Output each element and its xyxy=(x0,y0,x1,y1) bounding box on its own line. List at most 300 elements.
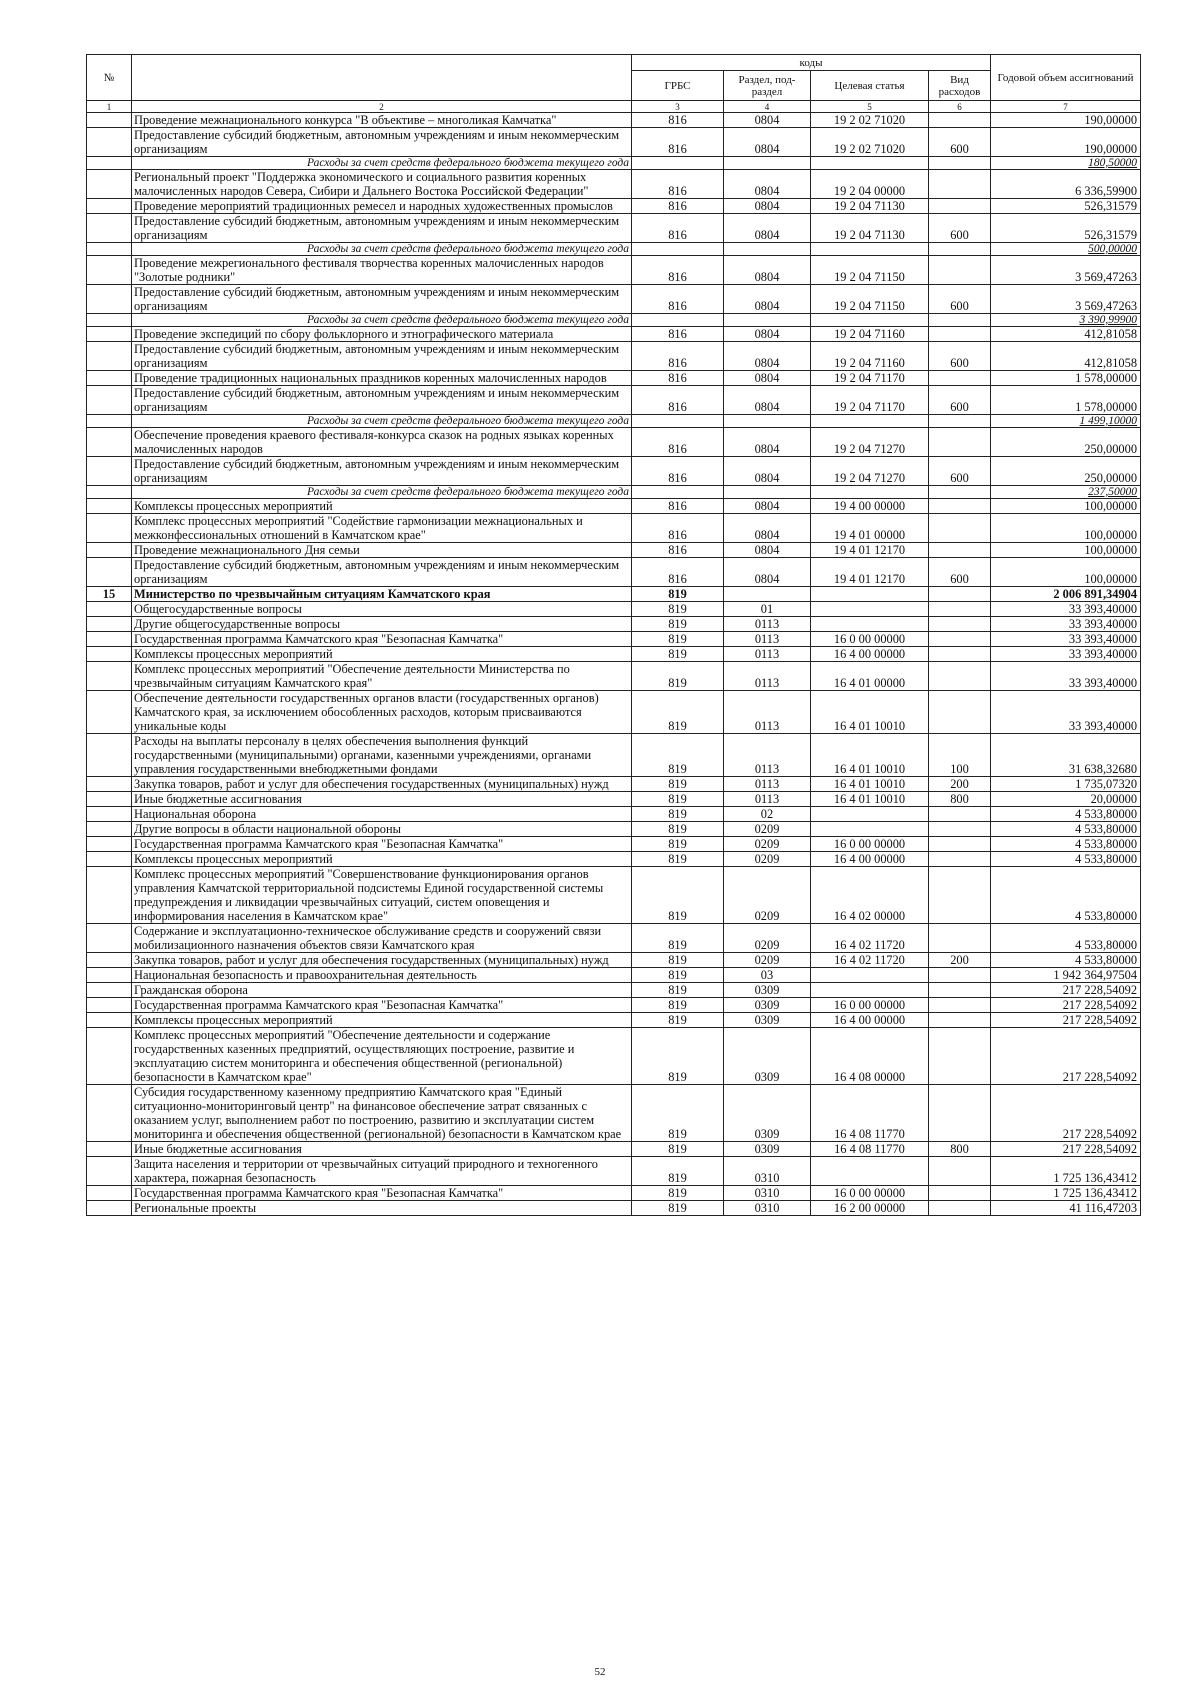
cell-no xyxy=(87,342,132,371)
cell-name: Предоставление субсидий бюджетным, автономным учреждениям и иным некоммерческим организациям xyxy=(132,386,632,415)
header-codes: коды xyxy=(632,55,991,71)
table-row xyxy=(87,983,1141,998)
cell-target: 19 2 04 71160 xyxy=(811,342,929,371)
table-row xyxy=(87,647,1141,662)
cell-kind xyxy=(929,371,991,386)
cell-amount: 1 499,10000 xyxy=(991,415,1141,428)
cell-grbs: 819 xyxy=(632,1142,724,1157)
cell-sec: 0309 xyxy=(724,983,811,998)
cell-grbs: 816 xyxy=(632,327,724,342)
table-row xyxy=(87,113,1141,128)
cell-sec xyxy=(724,314,811,327)
cell-name: Предоставление субсидий бюджетным, автономным учреждениям и иным некоммерческим организациям xyxy=(132,558,632,587)
cell-grbs: 816 xyxy=(632,514,724,543)
cell-grbs: 819 xyxy=(632,807,724,822)
cell-sec: 0804 xyxy=(724,514,811,543)
cell-kind: 200 xyxy=(929,953,991,968)
cell-name: Национальная безопасность и правоохранительная деятельность xyxy=(132,968,632,983)
cell-name: Министерство по чрезвычайным ситуациям Камчатского края xyxy=(132,587,632,602)
cell-kind xyxy=(929,1186,991,1201)
cell-kind: 600 xyxy=(929,386,991,415)
cell-amount: 500,00000 xyxy=(991,243,1141,256)
cell-amount: 1 735,07320 xyxy=(991,777,1141,792)
cell-kind xyxy=(929,691,991,734)
cell-amount: 33 393,40000 xyxy=(991,602,1141,617)
cell-no xyxy=(87,1186,132,1201)
cell-kind xyxy=(929,543,991,558)
cell-target: 16 4 01 00000 xyxy=(811,662,929,691)
cell-name: Расходы на выплаты персоналу в целях обеспечения выполнения функций государственными (муниципальными) органами, казенными учреждениями, органами управления государственными внебюджетными фондами xyxy=(132,734,632,777)
cell-target xyxy=(811,617,929,632)
cell-kind: 800 xyxy=(929,1142,991,1157)
cell-name: Предоставление субсидий бюджетным, автономным учреждениям и иным некоммерческим организациям xyxy=(132,128,632,157)
cell-amount: 100,00000 xyxy=(991,514,1141,543)
table-row xyxy=(87,953,1141,968)
cell-kind xyxy=(929,1028,991,1085)
cell-target: 16 4 01 10010 xyxy=(811,734,929,777)
cell-grbs: 816 xyxy=(632,170,724,199)
cell-kind: 600 xyxy=(929,285,991,314)
header-grbs: ГРБС xyxy=(632,71,724,101)
cell-sec: 0209 xyxy=(724,852,811,867)
cell-name: Обеспечение деятельности государственных органов власти (государственных органов) Камчатского края, за исключением обособленных расходов, которым присваиваются уникальные коды xyxy=(132,691,632,734)
cell-sec: 0310 xyxy=(724,1201,811,1216)
cell-name: Комплекс процессных мероприятий "Обеспечение деятельности и содержание государственных казенных предприятий, осуществляющих построение, развитие и эксплуатацию систем мониторинга и обеспечения общественной (региональной) безопасности в Камчатском крае" xyxy=(132,1028,632,1085)
cell-grbs: 819 xyxy=(632,1085,724,1142)
cell-no xyxy=(87,157,132,170)
cell-target: 16 4 00 00000 xyxy=(811,1013,929,1028)
cell-grbs: 819 xyxy=(632,867,724,924)
table-row xyxy=(87,428,1141,457)
cell-grbs: 816 xyxy=(632,128,724,157)
cell-amount: 1 942 364,97504 xyxy=(991,968,1141,983)
cell-target: 19 2 04 71150 xyxy=(811,256,929,285)
cell-target: 19 4 01 00000 xyxy=(811,514,929,543)
cell-kind: 600 xyxy=(929,128,991,157)
cell-kind xyxy=(929,998,991,1013)
cell-amount: 33 393,40000 xyxy=(991,617,1141,632)
table-row xyxy=(87,1201,1141,1216)
cell-kind xyxy=(929,1157,991,1186)
cell-sec: 0113 xyxy=(724,734,811,777)
cell-target: 16 4 00 00000 xyxy=(811,647,929,662)
cell-target: 19 2 04 71130 xyxy=(811,199,929,214)
cell-amount: 217 228,54092 xyxy=(991,998,1141,1013)
cell-no xyxy=(87,199,132,214)
cell-amount: 41 116,47203 xyxy=(991,1201,1141,1216)
cell-grbs: 816 xyxy=(632,199,724,214)
cell-target: 16 4 02 11720 xyxy=(811,953,929,968)
cell-sec: 0209 xyxy=(724,953,811,968)
table-row xyxy=(87,386,1141,415)
cell-no xyxy=(87,822,132,837)
cell-no xyxy=(87,327,132,342)
cell-kind xyxy=(929,837,991,852)
cell-name: Расходы за счет средств федерального бюджета текущего года xyxy=(132,243,632,256)
cell-target: 16 4 02 11720 xyxy=(811,924,929,953)
cell-sec: 0804 xyxy=(724,256,811,285)
cell-kind xyxy=(929,314,991,327)
cell-name: Предоставление субсидий бюджетным, автономным учреждениям и иным некоммерческим организациям xyxy=(132,342,632,371)
cell-target: 16 4 02 00000 xyxy=(811,867,929,924)
header-num-7: 7 xyxy=(991,101,1141,113)
table-row xyxy=(87,1157,1141,1186)
cell-no xyxy=(87,968,132,983)
cell-kind xyxy=(929,632,991,647)
cell-kind xyxy=(929,415,991,428)
cell-no xyxy=(87,953,132,968)
table-row xyxy=(87,457,1141,486)
cell-name: Содержание и эксплуатационно-техническое обслуживание средств и сооружений связи мобилизационного назначения объектов связи Камчатского края xyxy=(132,924,632,953)
cell-kind xyxy=(929,602,991,617)
cell-grbs: 819 xyxy=(632,662,724,691)
header-name xyxy=(132,55,632,101)
table-row xyxy=(87,924,1141,953)
cell-name: Предоставление субсидий бюджетным, автономным учреждениям и иным некоммерческим организациям xyxy=(132,214,632,243)
cell-sec: 0804 xyxy=(724,285,811,314)
table-row xyxy=(87,214,1141,243)
cell-amount: 33 393,40000 xyxy=(991,647,1141,662)
cell-target xyxy=(811,157,929,170)
cell-amount: 217 228,54092 xyxy=(991,1142,1141,1157)
cell-amount: 4 533,80000 xyxy=(991,822,1141,837)
cell-kind: 800 xyxy=(929,792,991,807)
cell-no xyxy=(87,1142,132,1157)
cell-name: Предоставление субсидий бюджетным, автономным учреждениям и иным некоммерческим организациям xyxy=(132,285,632,314)
cell-amount: 100,00000 xyxy=(991,499,1141,514)
note-row xyxy=(87,314,1141,327)
cell-kind xyxy=(929,1201,991,1216)
cell-no xyxy=(87,415,132,428)
cell-target: 19 2 04 00000 xyxy=(811,170,929,199)
cell-grbs: 816 xyxy=(632,499,724,514)
cell-grbs: 816 xyxy=(632,256,724,285)
cell-sec: 0804 xyxy=(724,214,811,243)
table-row xyxy=(87,170,1141,199)
note-row xyxy=(87,415,1141,428)
cell-grbs: 819 xyxy=(632,734,724,777)
cell-grbs: 819 xyxy=(632,647,724,662)
cell-sec: 0804 xyxy=(724,428,811,457)
cell-target xyxy=(811,822,929,837)
cell-sec xyxy=(724,243,811,256)
cell-kind xyxy=(929,1085,991,1142)
cell-no xyxy=(87,486,132,499)
table-row xyxy=(87,371,1141,386)
cell-no xyxy=(87,499,132,514)
cell-no xyxy=(87,1028,132,1085)
cell-target xyxy=(811,243,929,256)
cell-amount: 190,00000 xyxy=(991,113,1141,128)
cell-sec: 0804 xyxy=(724,199,811,214)
cell-target: 19 4 01 12170 xyxy=(811,543,929,558)
cell-no xyxy=(87,691,132,734)
cell-sec xyxy=(724,415,811,428)
cell-name: Общегосударственные вопросы xyxy=(132,602,632,617)
cell-name: Защита населения и территории от чрезвычайных ситуаций природного и техногенного характера, пожарная безопасность xyxy=(132,1157,632,1186)
cell-grbs: 819 xyxy=(632,837,724,852)
cell-no xyxy=(87,170,132,199)
cell-grbs: 819 xyxy=(632,1186,724,1201)
cell-target: 19 2 04 71150 xyxy=(811,285,929,314)
table-body xyxy=(87,113,1141,1216)
cell-sec: 0310 xyxy=(724,1186,811,1201)
cell-target: 19 2 04 71160 xyxy=(811,327,929,342)
cell-kind xyxy=(929,647,991,662)
cell-kind xyxy=(929,968,991,983)
cell-grbs xyxy=(632,243,724,256)
cell-no xyxy=(87,285,132,314)
cell-sec: 0804 xyxy=(724,386,811,415)
cell-grbs: 819 xyxy=(632,983,724,998)
cell-sec: 0804 xyxy=(724,327,811,342)
cell-target: 16 4 01 10010 xyxy=(811,691,929,734)
cell-grbs: 816 xyxy=(632,214,724,243)
cell-grbs: 819 xyxy=(632,617,724,632)
table-row xyxy=(87,968,1141,983)
cell-sec: 0804 xyxy=(724,342,811,371)
cell-kind xyxy=(929,822,991,837)
cell-amount: 3 390,99900 xyxy=(991,314,1141,327)
cell-grbs: 816 xyxy=(632,113,724,128)
cell-amount: 250,00000 xyxy=(991,428,1141,457)
cell-grbs: 819 xyxy=(632,1028,724,1085)
cell-sec xyxy=(724,587,811,602)
cell-amount: 217 228,54092 xyxy=(991,1085,1141,1142)
cell-grbs: 819 xyxy=(632,632,724,647)
cell-grbs xyxy=(632,415,724,428)
cell-no xyxy=(87,807,132,822)
cell-amount: 33 393,40000 xyxy=(991,691,1141,734)
table-row xyxy=(87,822,1141,837)
cell-no xyxy=(87,371,132,386)
cell-sec: 0804 xyxy=(724,543,811,558)
cell-target: 19 4 00 00000 xyxy=(811,499,929,514)
cell-kind xyxy=(929,852,991,867)
header-section: Раздел, под-раздел xyxy=(724,71,811,101)
cell-kind xyxy=(929,486,991,499)
cell-no xyxy=(87,543,132,558)
cell-no xyxy=(87,457,132,486)
header-kind: Вид расходов xyxy=(929,71,991,101)
cell-name: Иные бюджетные ассигнования xyxy=(132,792,632,807)
header-num-6: 6 xyxy=(929,101,991,113)
note-row xyxy=(87,243,1141,256)
cell-grbs: 819 xyxy=(632,822,724,837)
cell-name: Комплекс процессных мероприятий "Содействие гармонизации межнациональных и межконфессиональных отношений в Камчатском крае" xyxy=(132,514,632,543)
cell-name: Государственная программа Камчатского края "Безопасная Камчатка" xyxy=(132,632,632,647)
cell-grbs: 819 xyxy=(632,1201,724,1216)
cell-amount: 217 228,54092 xyxy=(991,1013,1141,1028)
table-row xyxy=(87,514,1141,543)
cell-target: 16 4 08 00000 xyxy=(811,1028,929,1085)
cell-name: Закупка товаров, работ и услуг для обеспечения государственных (муниципальных) нужд xyxy=(132,953,632,968)
table-row xyxy=(87,998,1141,1013)
cell-name: Расходы за счет средств федерального бюджета текущего года xyxy=(132,157,632,170)
cell-kind: 600 xyxy=(929,558,991,587)
cell-kind xyxy=(929,924,991,953)
cell-kind xyxy=(929,587,991,602)
cell-grbs: 816 xyxy=(632,457,724,486)
table-row xyxy=(87,734,1141,777)
cell-name: Региональный проект "Поддержка экономического и социального развития коренных малочисленных народов Севера, Сибири и Дальнего Востока Российской Федерации" xyxy=(132,170,632,199)
cell-kind: 600 xyxy=(929,214,991,243)
cell-no xyxy=(87,428,132,457)
cell-sec: 0804 xyxy=(724,558,811,587)
table-row xyxy=(87,256,1141,285)
cell-amount: 237,50000 xyxy=(991,486,1141,499)
cell-amount: 526,31579 xyxy=(991,199,1141,214)
cell-target: 16 4 08 11770 xyxy=(811,1085,929,1142)
cell-grbs: 819 xyxy=(632,1157,724,1186)
cell-kind xyxy=(929,662,991,691)
cell-sec: 0309 xyxy=(724,1028,811,1085)
cell-no xyxy=(87,617,132,632)
cell-target xyxy=(811,807,929,822)
cell-no xyxy=(87,1201,132,1216)
cell-no xyxy=(87,867,132,924)
cell-name: Субсидия государственному казенному предприятию Камчатского края "Единый ситуационно-мониторинговый центр" на финансовое обеспечение затрат связанных с оказанием услуг, выполнением работ по построению, развитию и эксплуатации систем мониторинга и обеспечения общественной (региональной) безопасности в Камчатском крае xyxy=(132,1085,632,1142)
cell-amount: 1 578,00000 xyxy=(991,371,1141,386)
cell-grbs: 816 xyxy=(632,543,724,558)
cell-grbs: 819 xyxy=(632,777,724,792)
cell-amount: 412,81058 xyxy=(991,327,1141,342)
cell-amount: 3 569,47263 xyxy=(991,285,1141,314)
cell-no xyxy=(87,128,132,157)
cell-amount: 1 725 136,43412 xyxy=(991,1186,1141,1201)
header-no: № xyxy=(87,55,132,101)
cell-name: Расходы за счет средств федерального бюджета текущего года xyxy=(132,314,632,327)
cell-target: 16 0 00 00000 xyxy=(811,632,929,647)
cell-no xyxy=(87,1085,132,1142)
cell-no xyxy=(87,514,132,543)
cell-target: 19 2 04 71130 xyxy=(811,214,929,243)
cell-sec: 0310 xyxy=(724,1157,811,1186)
cell-no xyxy=(87,386,132,415)
cell-sec: 0309 xyxy=(724,998,811,1013)
cell-target xyxy=(811,968,929,983)
cell-kind xyxy=(929,499,991,514)
cell-amount: 1 725 136,43412 xyxy=(991,1157,1141,1186)
cell-kind: 600 xyxy=(929,342,991,371)
cell-name: Расходы за счет средств федерального бюджета текущего года xyxy=(132,415,632,428)
header-target: Целевая статья xyxy=(811,71,929,101)
cell-amount: 1 578,00000 xyxy=(991,386,1141,415)
cell-no xyxy=(87,1157,132,1186)
table-row xyxy=(87,777,1141,792)
cell-grbs: 819 xyxy=(632,792,724,807)
cell-kind xyxy=(929,256,991,285)
cell-amount: 31 638,32680 xyxy=(991,734,1141,777)
cell-sec: 0209 xyxy=(724,867,811,924)
table-row xyxy=(87,587,1141,602)
cell-target: 16 2 00 00000 xyxy=(811,1201,929,1216)
cell-amount: 4 533,80000 xyxy=(991,953,1141,968)
table-row xyxy=(87,662,1141,691)
cell-no: 15 xyxy=(87,587,132,602)
cell-target xyxy=(811,602,929,617)
cell-kind xyxy=(929,113,991,128)
cell-amount: 4 533,80000 xyxy=(991,807,1141,822)
cell-amount: 217 228,54092 xyxy=(991,983,1141,998)
table-row xyxy=(87,342,1141,371)
cell-sec: 0804 xyxy=(724,457,811,486)
cell-sec: 02 xyxy=(724,807,811,822)
table-row xyxy=(87,852,1141,867)
cell-name: Комплекс процессных мероприятий "Обеспечение деятельности Министерства по чрезвычайным ситуациям Камчатского края" xyxy=(132,662,632,691)
cell-sec: 0309 xyxy=(724,1142,811,1157)
cell-amount: 180,50000 xyxy=(991,157,1141,170)
cell-no xyxy=(87,734,132,777)
cell-sec: 0113 xyxy=(724,792,811,807)
table-row xyxy=(87,558,1141,587)
cell-kind xyxy=(929,1013,991,1028)
cell-grbs: 819 xyxy=(632,691,724,734)
cell-no xyxy=(87,837,132,852)
cell-no xyxy=(87,777,132,792)
cell-target: 16 4 01 10010 xyxy=(811,777,929,792)
cell-sec: 0209 xyxy=(724,837,811,852)
cell-target: 16 0 00 00000 xyxy=(811,1186,929,1201)
cell-kind xyxy=(929,327,991,342)
table-row xyxy=(87,617,1141,632)
table-row xyxy=(87,837,1141,852)
cell-amount: 3 569,47263 xyxy=(991,256,1141,285)
cell-target xyxy=(811,983,929,998)
cell-amount: 20,00000 xyxy=(991,792,1141,807)
cell-grbs xyxy=(632,314,724,327)
cell-target: 19 2 04 71270 xyxy=(811,457,929,486)
cell-name: Комплексы процессных мероприятий xyxy=(132,499,632,514)
table-row xyxy=(87,1142,1141,1157)
cell-grbs: 819 xyxy=(632,968,724,983)
page-number: 52 xyxy=(594,1666,606,1678)
cell-kind: 200 xyxy=(929,777,991,792)
cell-no xyxy=(87,558,132,587)
cell-target: 19 4 01 12170 xyxy=(811,558,929,587)
table-row xyxy=(87,792,1141,807)
cell-amount: 412,81058 xyxy=(991,342,1141,371)
cell-sec xyxy=(724,486,811,499)
table-row xyxy=(87,867,1141,924)
cell-sec: 0113 xyxy=(724,691,811,734)
cell-no xyxy=(87,1013,132,1028)
cell-grbs: 819 xyxy=(632,953,724,968)
cell-amount: 4 533,80000 xyxy=(991,837,1141,852)
cell-amount: 4 533,80000 xyxy=(991,924,1141,953)
cell-kind xyxy=(929,617,991,632)
table-row xyxy=(87,807,1141,822)
note-row xyxy=(87,486,1141,499)
note-row xyxy=(87,157,1141,170)
table-row xyxy=(87,1028,1141,1085)
cell-kind xyxy=(929,243,991,256)
cell-amount: 250,00000 xyxy=(991,457,1141,486)
cell-kind xyxy=(929,170,991,199)
cell-name: Национальная оборона xyxy=(132,807,632,822)
cell-target xyxy=(811,314,929,327)
cell-target: 16 4 01 10010 xyxy=(811,792,929,807)
cell-no xyxy=(87,983,132,998)
cell-grbs: 816 xyxy=(632,342,724,371)
cell-sec xyxy=(724,157,811,170)
cell-sec: 0113 xyxy=(724,617,811,632)
cell-name: Государственная программа Камчатского края "Безопасная Камчатка" xyxy=(132,837,632,852)
cell-target: 16 4 08 11770 xyxy=(811,1142,929,1157)
cell-sec: 0804 xyxy=(724,113,811,128)
cell-no xyxy=(87,632,132,647)
cell-grbs: 816 xyxy=(632,558,724,587)
